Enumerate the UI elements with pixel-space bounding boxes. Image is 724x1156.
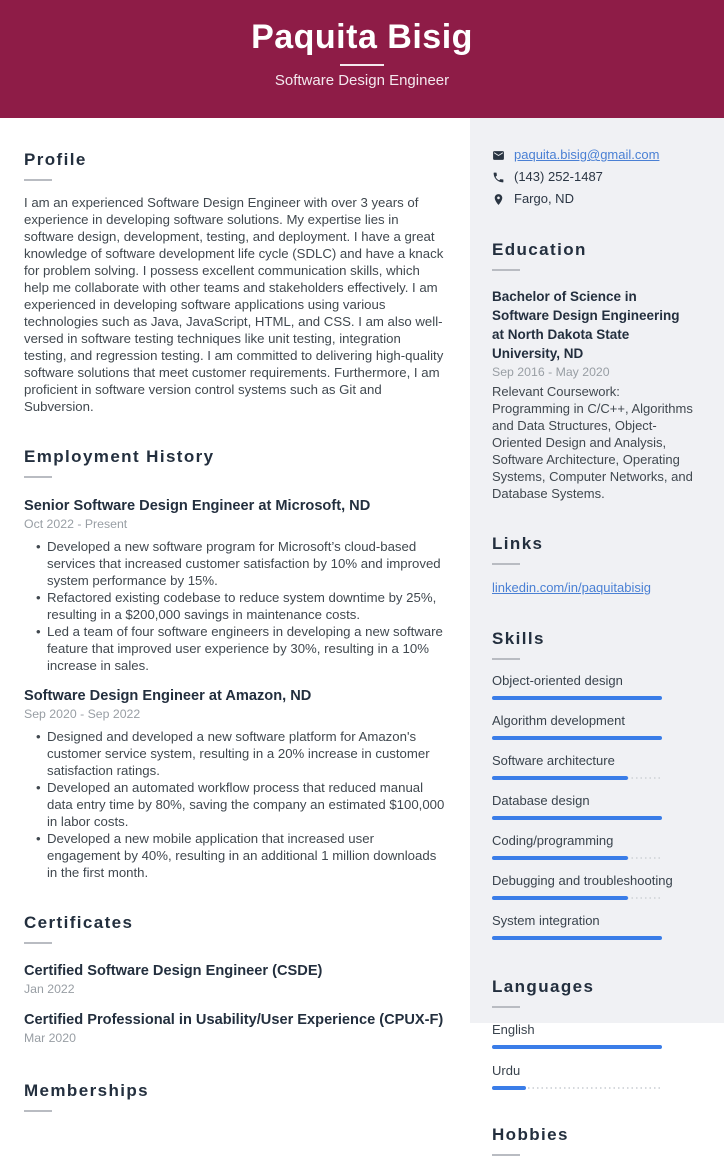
header-divider [340,64,384,66]
skill-bar [492,816,662,820]
certificate-title: Certified Professional in Usability/User Experience (CPUX-F) [24,1012,444,1028]
profile-section [24,149,446,415]
memberships-section [24,1080,446,1112]
certificate-date: Jan 2022 [24,982,75,996]
skills-section [492,628,694,940]
skill-bar [492,856,662,860]
skill-label: Debugging and troubleshooting [492,873,673,888]
skill-item [492,713,694,740]
skill-item [492,793,694,820]
language-bar [492,1086,662,1090]
section-divider [492,658,520,660]
section-divider [24,179,52,181]
skill-bar [492,776,662,780]
certificate-entry [24,962,446,997]
skill-bar-fill [492,736,662,740]
certificates-heading: Certificates [24,913,134,932]
skill-bar [492,936,662,940]
languages-section [492,976,694,1090]
job-bullet: • Developed an automated workflow process that reduced manual data entry time by 80%, saving the company an estimated $100,000 in labor costs. [24,779,446,830]
skill-bar [492,896,662,900]
skill-item [492,753,694,780]
main-column [0,118,470,1100]
links-heading: Links [492,534,544,553]
section-divider [24,1110,52,1112]
language-item [492,1063,694,1090]
section-divider [492,1006,520,1008]
skill-label: Software architecture [492,753,615,768]
contact-phone-row [492,168,694,186]
education-dates: Sep 2016 - May 2020 [492,365,610,379]
section-divider [24,476,52,478]
skill-bar-fill [492,896,628,900]
job-bullet: • Refactored existing codebase to reduce system downtime by 25%, resulting in a $200,000 savings in maintenance costs. [24,589,446,623]
language-label: English [492,1022,535,1037]
section-divider [492,269,520,271]
skill-item [492,873,694,900]
candidate-name: Paquita Bisig [251,18,473,56]
skill-bar-fill [492,856,628,860]
job-title: Software Design Engineer at Amazon, ND [24,688,312,704]
employment-section [24,446,446,881]
skills-heading: Skills [492,629,545,648]
contact-block [492,146,694,208]
job-bullet-list [24,728,446,881]
skill-label: Coding/programming [492,833,614,848]
job-bullet: • Developed a new software program for Microsoft’s cloud-based services that increased customer satisfaction by 10% and improved system performance by 15%. [24,538,446,589]
job-bullet: • Developed a new mobile application that increased user engagement by 40%, resulting in an additional 1 million downloads in the first month. [24,830,446,881]
job-dates: Sep 2020 - Sep 2022 [24,707,141,721]
education-section [492,239,694,502]
candidate-job-title: Software Design Engineer [274,72,450,89]
skill-item [492,913,694,940]
certificate-title: Certified Software Design Engineer (CSDE) [24,963,323,979]
location-text: Fargo, ND [514,191,574,206]
skill-bar-fill [492,936,662,940]
skill-item [492,673,694,700]
section-divider [24,942,52,944]
education-degree: Bachelor of Science in Software Design Engineering at North Dakota State University, ND [492,289,680,361]
language-bar-fill [492,1045,662,1049]
job-entry [24,687,446,881]
certificate-date: Mar 2020 [24,1031,76,1045]
links-section [492,533,694,597]
languages-heading: Languages [492,977,595,996]
email-icon [492,149,505,162]
education-heading: Education [492,240,587,259]
profile-text: I am an experienced Software Design Engineer with over 3 years of experience in developing software solutions. My expertise lies in software design, development, testing, and deployment. I have a great knowledge of software development life cycle (SDLC) and have a knack for problem solving. I possess excellent communication skills, which help me collaborate with other teams and stakeholders effectively. I am experienced in developing software applications using various technologies such as Java, JavaScript, HTML, and CSS. I am also well-versed in software testing techniques like unit testing, integration testing, and regression testing. I am committed to delivering high-quality software solutions that meet customer requirements. Furthermore, I am proficient in software version control systems such as Git and Subversion. [24,195,444,414]
linkedin-link[interactable]: linkedin.com/in/paquitabisig [492,580,651,595]
section-divider [492,563,520,565]
hobbies-section [492,1124,694,1156]
job-title: Senior Software Design Engineer at Microsoft, ND [24,498,371,514]
email-link[interactable]: paquita.bisig@gmail.com [514,147,660,162]
skill-bar [492,736,662,740]
hobbies-heading: Hobbies [492,1125,569,1144]
job-bullet: • Designed and developed a new software platform for Amazon's customer service system, resulting in a 20% increase in customer satisfaction ratings. [24,728,446,779]
skill-label: Object-oriented design [492,673,623,688]
phone-icon [492,171,505,184]
phone-number: (143) 252-1487 [514,169,603,184]
skill-bar-fill [492,696,662,700]
job-bullet-list [24,538,446,674]
certificate-entry [24,1011,446,1046]
resume-header [0,0,724,118]
skill-item [492,833,694,860]
job-bullet: • Led a team of four software engineers in developing a new software feature that improved user experience by 30%, resulting in a 10% increase in sales. [24,623,446,674]
skill-bar-fill [492,776,628,780]
sidebar [470,118,724,1144]
language-item [492,1022,694,1049]
job-entry [24,497,446,674]
skill-bar-fill [492,816,662,820]
profile-heading: Profile [24,150,87,169]
education-description: Relevant Coursework: Programming in C/C++, Algorithms and Data Structures, Object-Oriented Design and Analysis, Software Architecture, Operating Systems, Computer Networks, and Database Systems. [492,384,693,501]
skill-label: System integration [492,913,600,928]
language-bar-fill [492,1086,526,1090]
certificates-section [24,912,446,1046]
contact-email-row [492,146,694,164]
memberships-heading: Memberships [24,1081,149,1100]
skill-bar [492,696,662,700]
location-pin-icon [492,193,505,206]
contact-location-row [492,190,694,208]
language-bar [492,1045,662,1049]
employment-heading: Employment History [24,447,215,466]
skill-label: Database design [492,793,590,808]
language-label: Urdu [492,1063,521,1078]
job-dates: Oct 2022 - Present [24,517,128,531]
skill-label: Algorithm development [492,713,625,728]
